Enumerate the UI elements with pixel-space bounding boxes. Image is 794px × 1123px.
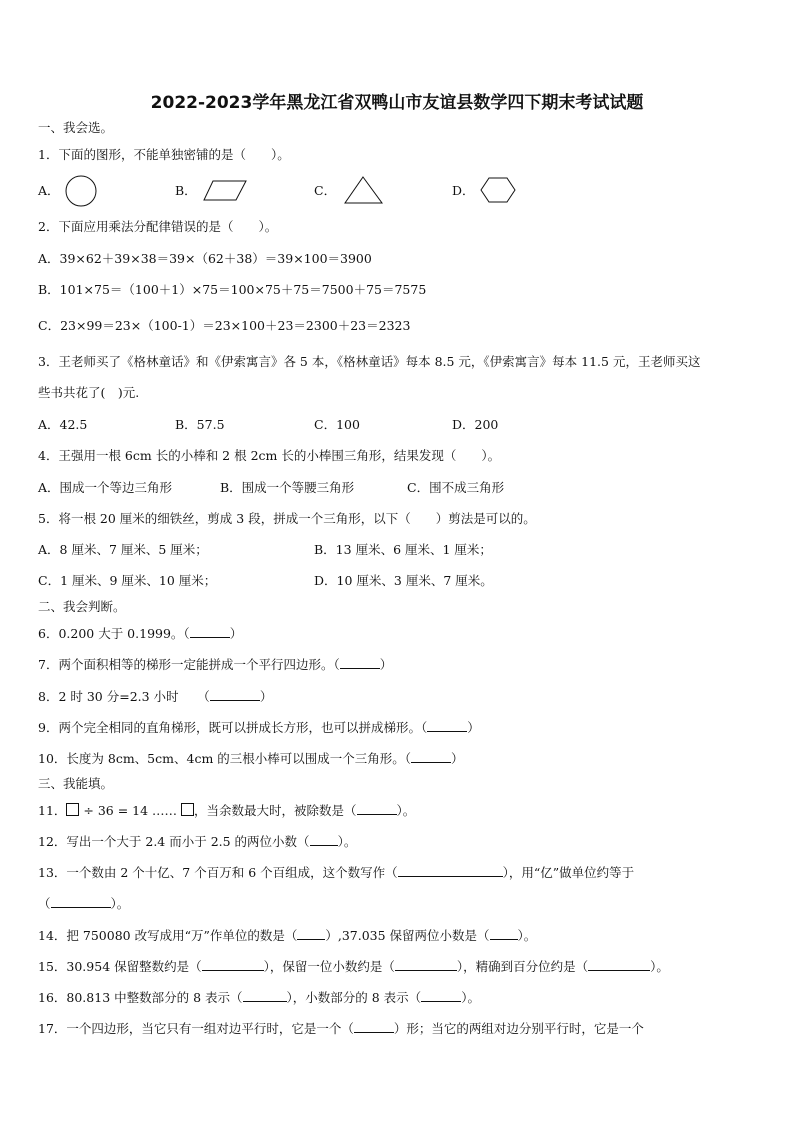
question-9 <box>38 719 480 736</box>
q15-mid-1: ），保留一位小数约是（ <box>263 959 395 974</box>
q15-answer-blank-2[interactable] <box>395 958 457 971</box>
q6-answer-blank[interactable] <box>190 625 230 638</box>
question-16 <box>38 989 480 1006</box>
q2-option-b: B．101×75＝（100＋1）×75＝100×75＋75＝7500＋75＝7575 <box>38 282 427 297</box>
q13-text: 13．一个数由 2 个十亿、7 个百万和 6 个百组成，这个数写作（ <box>38 865 398 880</box>
q9-text: 9．两个完全相同的直角梯形，既可以拼成长方形，也可以拼成梯形。（ <box>38 720 428 735</box>
question-2: 2．下面应用乘法分配律错误的是（ ）。 <box>38 219 278 234</box>
q12-answer-blank[interactable] <box>310 833 338 846</box>
q5-option-c: C．1 厘米、9 厘米、10 厘米； <box>38 573 217 588</box>
q16-mid: ），小数部分的 8 表示（ <box>286 990 422 1005</box>
circle-icon <box>65 175 97 207</box>
question-3-line-1: 3．王老师买了《格林童话》和《伊索寓言》各 5 本，《格林童话》每本 8.5 元，《伊索寓言》每本 11.5 元，王老师买这 <box>38 354 701 369</box>
triangle-icon <box>344 176 384 204</box>
q8-text: 8．2 时 30 分=2.3 小时 （ <box>38 689 210 704</box>
q4-option-c: C．围不成三角形 <box>407 480 505 495</box>
q5-option-a: A．8 厘米、7 厘米、5 厘米； <box>38 542 208 557</box>
question-14 <box>38 927 536 944</box>
q1-option-d-label: D． <box>452 183 475 198</box>
question-5: 5．将一根 20 厘米的细铁丝，剪成 3 段，拼成一个三角形，以下（ ）剪法是可以的。 <box>38 511 536 526</box>
q11-expression: ÷ 36 = 14 …… <box>79 803 182 818</box>
q13-open: （ <box>38 896 51 911</box>
q15-text: 15．30.954 保留整数约是（ <box>38 959 202 974</box>
q3-option-d: D．200 <box>452 417 499 432</box>
box-icon <box>181 803 194 816</box>
q7-close: ） <box>379 657 393 672</box>
question-3-line-2: 些书共花了( )元. <box>38 385 140 400</box>
q12-close: ）。 <box>337 834 357 849</box>
q15-mid-2: ），精确到百分位约是（ <box>456 959 589 974</box>
q6-text: 6．0.200 大于 0.1999。（ <box>38 626 190 641</box>
q6-close: ） <box>229 626 243 641</box>
q12-text: 12．写出一个大于 2.4 而小于 2.5 的两位小数（ <box>38 834 310 849</box>
q8-close: ） <box>259 689 273 704</box>
q16-text: 16．80.813 中整数部分的 8 表示（ <box>38 990 243 1005</box>
hexagon-icon <box>480 177 516 203</box>
question-1: 1．下面的图形，不能单独密铺的是（ ）。 <box>38 147 290 162</box>
q15-answer-blank-3[interactable] <box>588 958 650 971</box>
q7-answer-blank[interactable] <box>340 656 380 669</box>
q16-answer-blank-2[interactable] <box>421 989 461 1002</box>
q8-answer-blank[interactable] <box>210 688 260 701</box>
q4-option-a: A．围成一个等边三角形 <box>38 480 173 495</box>
box-icon <box>66 803 79 816</box>
q3-option-a: A．42.5 <box>38 417 88 432</box>
q2-option-c: C．23×99＝23×（100-1）＝23×100＋23＝2300＋23＝2323 <box>38 318 411 333</box>
q16-answer-blank-1[interactable] <box>243 989 287 1002</box>
q2-option-a: A．39×62＋39×38＝39×（62＋38）＝39×100＝3900 <box>38 251 372 266</box>
question-17 <box>38 1020 644 1037</box>
q4-option-b: B．围成一个等腰三角形 <box>220 480 355 495</box>
question-6 <box>38 625 242 642</box>
section-heading-judge: 二、我会判断。 <box>38 599 126 614</box>
q13-answer-blank-2[interactable] <box>51 895 111 908</box>
q11-number: 11． <box>38 803 67 818</box>
q10-answer-blank[interactable] <box>411 750 451 763</box>
section-heading-fill: 三、我能填。 <box>38 776 114 791</box>
section-heading-choice: 一、我会选。 <box>38 120 114 135</box>
q3-option-c: C．100 <box>314 417 360 432</box>
q17-mid: ）形；当它的两组对边分别平行时，它是一个 <box>393 1021 644 1036</box>
q13-close: ）。 <box>110 896 130 911</box>
q14-answer-blank-2[interactable] <box>490 927 518 940</box>
question-7 <box>38 656 392 673</box>
parallelogram-icon <box>203 180 247 202</box>
q15-close: ）。 <box>650 959 669 974</box>
q14-answer-blank-1[interactable] <box>297 927 325 940</box>
q15-answer-blank-1[interactable] <box>202 958 264 971</box>
q10-text: 10．长度为 8cm、5cm、4cm 的三根小棒可以围成一个三角形。（ <box>38 751 412 766</box>
q14-mid: ）,37.035 保留两位小数是（ <box>325 928 490 943</box>
q3-option-b: B．57.5 <box>175 417 225 432</box>
question-15 <box>38 958 669 975</box>
q14-close: ）。 <box>517 928 537 943</box>
q13-mid: ），用“亿”做单位约等于 <box>502 865 635 880</box>
q7-text: 7．两个面积相等的梯形一定能拼成一个平行四边形。（ <box>38 657 340 672</box>
q10-close: ） <box>451 751 464 766</box>
question-8 <box>38 688 272 705</box>
q13-answer-blank-1[interactable] <box>398 864 503 877</box>
q5-option-d: D．10 厘米、3 厘米、7 厘米。 <box>314 573 493 588</box>
q9-answer-blank[interactable] <box>427 719 467 732</box>
question-13-line-2 <box>38 895 129 912</box>
q9-close: ） <box>467 720 480 735</box>
question-10 <box>38 750 464 767</box>
q11-answer-blank[interactable] <box>357 802 397 815</box>
q1-option-c-label: C． <box>314 183 337 198</box>
q14-text: 14．把 750080 改写成用“万”作单位的数是（ <box>38 928 298 943</box>
q17-text: 17．一个四边形，当它只有一组对边平行时，它是一个（ <box>38 1021 354 1036</box>
q1-option-a-label: A． <box>38 183 60 198</box>
q11-close: ）。 <box>396 803 416 818</box>
question-4: 4．王强用一根 6cm 长的小棒和 2 根 2cm 长的小棒围三角形，结果发现（ ）。 <box>38 448 501 463</box>
q16-close: ）。 <box>461 990 480 1005</box>
q11-text: ，当余数最大时，被除数是（ <box>194 803 357 818</box>
q1-option-b-label: B． <box>175 183 197 198</box>
q17-answer-blank[interactable] <box>354 1020 394 1033</box>
q5-option-b: B．13 厘米、6 厘米、1 厘米； <box>314 542 492 557</box>
question-12 <box>38 833 356 850</box>
question-13-line-1 <box>38 864 634 881</box>
page-title: 2022-2023学年黑龙江省双鸭山市友谊县数学四下期末考试试题 <box>150 93 644 113</box>
question-11 <box>38 802 415 819</box>
